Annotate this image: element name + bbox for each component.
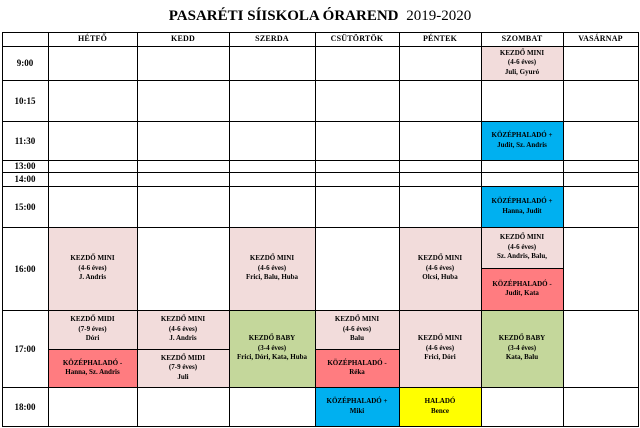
lesson-text: Olcsi, Huba: [422, 273, 458, 282]
lesson-text: (7-9 éves): [78, 324, 107, 333]
grid-line: [2, 160, 639, 161]
grid-line: [2, 426, 639, 427]
grid-line: [2, 172, 639, 173]
grid-line: [2, 387, 639, 388]
lesson-text: KEZDŐ MIDI: [160, 353, 206, 362]
lesson-text: KEZDŐ MINI: [417, 254, 463, 263]
lesson-text: KEZDŐ MINI: [334, 315, 380, 324]
day-header: CSÜTÖRTÖK: [330, 34, 384, 43]
lesson-cell: [399, 387, 481, 426]
lesson-cell: [315, 387, 399, 426]
lesson-text: KEZDŐ MIDI: [70, 315, 115, 324]
time-label: 18:00: [14, 401, 36, 412]
lesson-text: Sz. Andris, Balu,: [497, 252, 547, 261]
lesson-text: KÖZÉPHALADÓ -: [492, 279, 552, 288]
grid-line: [2, 80, 639, 81]
lesson-text: J. Andris: [78, 273, 107, 282]
lesson-text: Hanna, Judit: [502, 206, 542, 215]
lesson-cell: [481, 310, 563, 387]
lesson-text: KEZDŐ BABY: [248, 334, 296, 343]
day-header: SZERDA: [255, 34, 289, 43]
lesson-text: KEZDŐ MINI: [160, 315, 206, 324]
lesson-text: Kata, Balu: [505, 353, 539, 362]
grid-line: [2, 186, 639, 187]
grid-line: [315, 349, 399, 350]
lesson-text: Bence: [431, 406, 449, 415]
grid-line: [48, 349, 137, 350]
lesson-cell: [229, 310, 315, 387]
lesson-cell: [399, 310, 481, 387]
title-year: 2019-2020: [406, 8, 472, 24]
lesson-text: KEZDŐ MINI: [499, 48, 545, 57]
lesson-text: (4-6 éves): [78, 263, 107, 272]
grid-line: [2, 121, 639, 122]
lesson-text: (4-6 éves): [425, 263, 455, 272]
grid-line: [2, 310, 639, 311]
lesson-text: KEZDŐ MINI: [417, 334, 463, 343]
lesson-cell: [481, 186, 563, 227]
lesson-text: (7-9 éves): [168, 363, 198, 372]
lesson-cell: [315, 310, 399, 349]
day-header: KEDD: [171, 34, 195, 43]
grid-line: [638, 32, 639, 427]
time-label: 14:00: [14, 174, 36, 184]
grid-line: [48, 32, 49, 427]
lesson-text: Réka: [349, 368, 365, 376]
lesson-text: Juli: [177, 372, 189, 381]
lesson-text: KEZDŐ MINI: [499, 233, 545, 242]
lesson-cell: [481, 46, 563, 80]
lesson-text: (4-6 éves): [507, 242, 537, 251]
grid-line: [2, 46, 639, 47]
grid-line: [399, 32, 400, 427]
title-text: PASARÉTI SÍISKOLA ÓRAREND: [168, 8, 399, 24]
lesson-text: Frici, Dóri: [424, 353, 456, 362]
grid-line: [137, 32, 138, 427]
lesson-text: KEZDŐ MINI: [70, 254, 115, 263]
time-label: 13:00: [14, 161, 36, 171]
grid-line: [315, 32, 316, 427]
lesson-text: (3-4 éves): [507, 343, 537, 352]
lesson-text: Judit, Sz. Andris: [497, 140, 547, 149]
day-header: HÉTFŐ: [77, 34, 107, 43]
day-header: VASÁRNAP: [578, 34, 623, 43]
grid-line: [2, 32, 639, 33]
lesson-cell: [481, 268, 563, 310]
lesson-text: J. Andris: [169, 334, 197, 343]
lesson-text: KÖZÉPHALADÓ +: [491, 131, 553, 140]
lesson-text: KÖZÉPHALADÓ +: [491, 197, 553, 206]
lesson-text: KÖZÉPHALADÓ -: [327, 358, 387, 367]
time-label: 9:00: [16, 58, 34, 68]
lesson-text: (4-6 éves): [342, 324, 372, 333]
lesson-text: HALADÓ: [424, 397, 456, 406]
lesson-text: Balu: [349, 334, 364, 343]
lesson-cell: [481, 227, 563, 268]
page-title: [0, 0, 640, 32]
lesson-text: KEZDŐ MINI: [249, 254, 295, 263]
grid-line: [2, 227, 639, 228]
lesson-cell: [481, 121, 563, 160]
lesson-cell: [229, 227, 315, 310]
lesson-text: (4-6 éves): [425, 343, 455, 352]
lesson-text: (3-4 éves): [257, 343, 287, 352]
grid-line: [563, 32, 564, 427]
lesson-text: Hanna, Sz. Andris: [65, 368, 120, 376]
time-label: 16:00: [14, 263, 36, 274]
lesson-text: KEZDŐ BABY: [498, 334, 546, 343]
lesson-cell: [48, 349, 137, 387]
day-header: PÉNTEK: [422, 34, 458, 43]
lesson-cell: [48, 310, 137, 349]
lesson-text: (4-6 éves): [507, 58, 537, 67]
lesson-text: Frici, Balu, Huba: [245, 273, 299, 282]
time-label: 15:00: [14, 201, 36, 212]
lesson-text: Miki: [349, 406, 365, 415]
time-label: 11:30: [14, 135, 36, 146]
lesson-text: KÖZÉPHALADÓ -: [62, 358, 123, 367]
lesson-cell: [48, 227, 137, 310]
grid-line: [481, 32, 482, 427]
lesson-text: (4-6 éves): [168, 324, 198, 333]
lesson-text: Frici, Dóri, Kata, Huba: [237, 353, 307, 362]
grid-line: [481, 268, 563, 269]
grid-line: [229, 32, 230, 427]
lesson-cell: [315, 349, 399, 387]
lesson-text: (4-6 éves): [257, 263, 287, 272]
lesson-text: Judit, Kata: [505, 289, 539, 297]
lesson-text: KÖZÉPHALADÓ +: [326, 397, 388, 406]
lesson-cell: [399, 227, 481, 310]
time-label: 10:15: [14, 95, 36, 106]
grid-line: [137, 349, 229, 350]
time-label: 17:00: [14, 343, 36, 354]
lesson-text: Juli, Gyuró: [504, 67, 540, 76]
day-header: SZOMBAT: [501, 34, 543, 43]
lesson-cell: [137, 310, 229, 349]
lesson-text: Dóri: [85, 334, 100, 343]
lesson-cell: [137, 349, 229, 387]
grid-line: [2, 32, 3, 427]
